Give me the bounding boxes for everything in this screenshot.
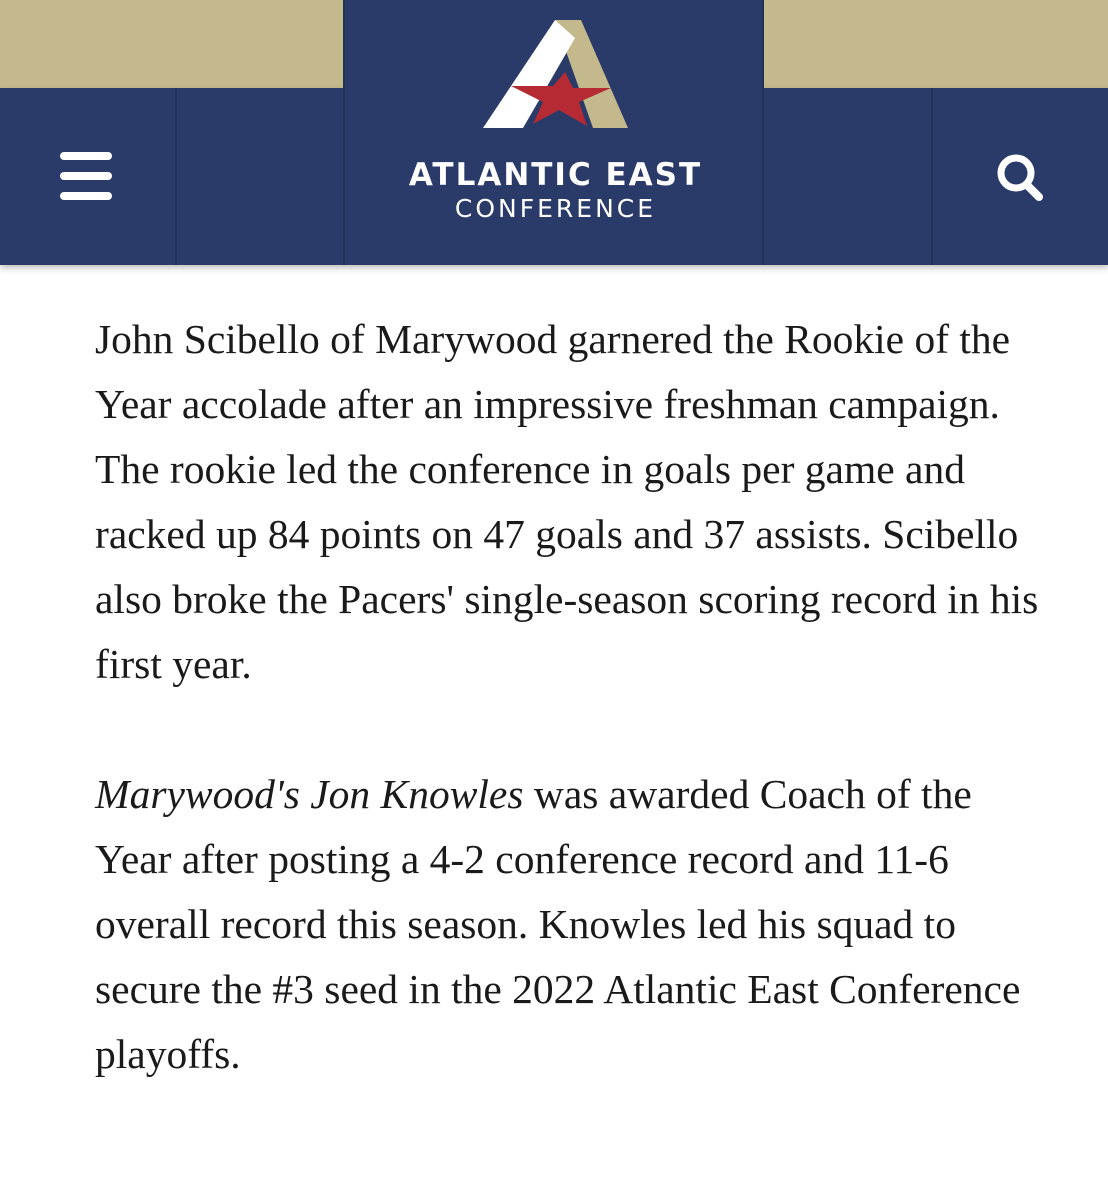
menu-button[interactable] <box>40 130 132 222</box>
search-button[interactable] <box>975 130 1067 222</box>
article-body <box>95 307 1055 1087</box>
brand-subtitle: CONFERENCE <box>454 194 657 223</box>
article-paragraph: John Scibello of Marywood garnered the Rookie of the Year accolade after an impressive freshman campaign. The rookie led the conference in goals per game and racked up 84 points on 47 goals and 37 assists. Scibello also broke the Pacers' single-season scoring record in his first year. <box>95 316 1039 687</box>
brand-name: ATLANTIC EAST <box>408 157 703 193</box>
header-divider <box>931 88 933 265</box>
article-paragraph <box>95 762 1055 1087</box>
conference-logo-link[interactable] <box>343 0 764 265</box>
search-icon <box>975 130 1067 222</box>
article-paragraph-text: was awarded Coach of the Year after posting a 4-2 conference record and 11-6 overall record this season. Knowles led his squad to secure the #3 seed in the 2022 Atlantic East Conference playoffs. <box>95 771 1021 1077</box>
coach-name-emphasis: Marywood's Jon Knowles <box>95 771 524 817</box>
site-header <box>0 0 1108 265</box>
conference-logo-icon <box>483 20 628 132</box>
header-divider <box>175 88 177 265</box>
